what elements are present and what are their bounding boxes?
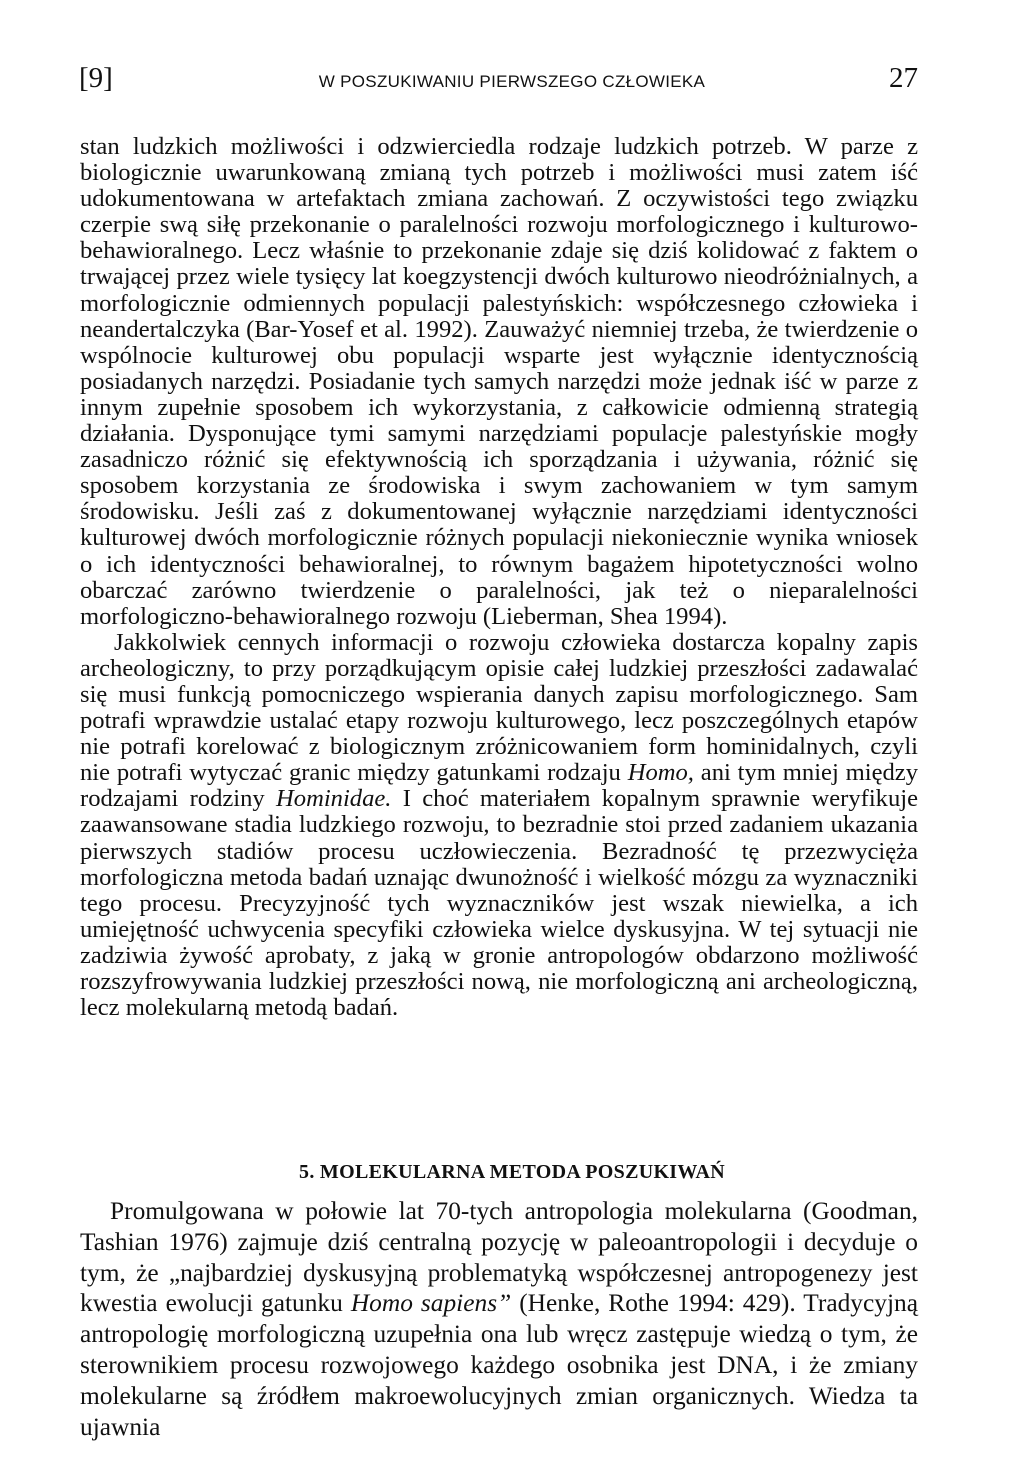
page-header: [0, 60, 1024, 100]
page-number: 27: [889, 62, 918, 94]
paragraph-1: stan ludzkich możliwości i odzwierciedla rodzaje ludzkich potrzeb. W parze z biologicznie uwarunkowaną zmianą tych potrzeb i możliwości musi zatem iść udokumentowana w artefaktach zmiana zachowań. Z oczywistości tego związku czerpie swą siłę przekonanie o paralelności rozwoju morfologicznego i kulturowo-behawioralnego. Lecz właśnie to przekonanie zdaje się dziś kolidować z faktem o trwającej przez wiele tysięcy lat koegzystencji dwóch kulturowo nieodróżnialnych, a morfologicznie odmiennych populacji palestyńskich: współczesnego człowieka i neandertalczyka (Bar-Yosef et al. 1992). Zauważyć niemniej trzeba, że twierdzenie o wspólnocie kulturowej obu populacji wsparte jest wyłącznie identycznością posiadanych narzędzi. Posiadanie tych samych narzędzi może jednak iść w parze z innym zupełnie sposobem ich wykorzystania, z całkowicie odmienną strategią działania. Dysponujące tymi samymi narzędziami populacje palestyńskie mogły zasadniczo różnić się efektywnością ich sporządzania i używania, różnić się sposobem korzystania ze środowiska i swym zachowaniem w tym samym środowisku. Jeśli zaś z dokumentowanej wyłącznie narzędziami identyczności kulturowej dwóch morfologicznie różnych populacji niekoniecznie wynika wniosek o ich identyczności behawioralnej, to równym bagażem hipotetyczności wolno obarczać zarówno twierdzenie o paralelności, jak też o nieparalelności morfologiczno-behawioralnego rozwoju (Lieberman, Shea 1994).: [80, 133, 918, 630]
paragraph-3-text-b: (Henke, Rothe 1994: 429). Tradycyjną antropologię morfologiczną uzupełnia ona lub wręcz zastępuje wiedzą o tym, że sterownikiem procesu rozwojowego każdego osobnika jest DNA, i że zmiany molekularne są źródłem makroewolucyjnych zmian organicznych. Wiedza ta ujawnia: [80, 1289, 918, 1441]
paragraph-2-text-b: ani tym mniej między rodzajami rodziny: [80, 759, 918, 813]
paragraph-2-text-a: Jakkolwiek cennych informacji o rozwoju człowieka dostarcza kopalny zapis archeologiczny, to przy porządkującym opisie całej ludzkiej przeszłości zadawalać się musi funkcją pomocniczego wspierania danych zapisu morfologicznego. Sam potrafi wprawdzie ustalać etapy rozwoju kulturowego, lecz poszczególnych etapów nie potrafi korelować z biologicznym zróżnicowaniem form hominidalnych, czyli nie potrafi wytyczać granic między gatunkami rodzaju: [80, 628, 918, 787]
paragraph-3: [80, 1196, 918, 1442]
taxon-homo: Homo,: [627, 759, 694, 787]
running-title: W POSZUKIWANIU PIERWSZEGO CZŁOWIEKA: [318, 72, 706, 91]
paragraph-2: [80, 630, 918, 1021]
paragraph-2-text-c: I choć materiałem kopalnym sprawnie weryfikuje zaawansowane stadia ludzkiego rozwoju, to bezradnie stoi przed zadaniem ukazania pierwszych stadiów procesu uczłowieczenia. Bezradność tę przezwycięża morfologiczna metoda badań uznając dwunożność i wielkość mózgu za wyznaczniki tego procesu. Precyzyjność tych wyznaczników jest wszak niewielka, a ich umiejętność uchwycenia specyfiki człowieka wielce dyskusyjna. W tej sytuacji nie zadziwia żywość aprobaty, z jaką w gronie antropologów obdarzono możliwość rozszyfrowywania ludzkiej przeszłości nową, nie morfologiczną ani archeologiczną, lecz molekularną metodą badań.: [80, 785, 918, 1022]
section-heading: 5. MOLEKULARNA METODA POSZUKIWAŃ: [299, 1161, 725, 1183]
section-body-text: [80, 1196, 918, 1442]
taxon-hominidae: Hominidae.: [276, 785, 392, 813]
taxon-homo-sapiens: Homo sapiens”: [350, 1289, 512, 1318]
body-text: [80, 134, 918, 1021]
folio-number: [9]: [79, 62, 113, 94]
paragraph-3-text-a: Promulgowana w połowie lat 70-tych antropologia molekularna (Goodman, Tashian 1976) zajmuje dziś centralną pozycję w paleoantropologii i decyduje o tym, że „najbardziej dyskusyjną problematyką współczesnej antropogenezy jest kwestia ewolucji gatunku: [80, 1197, 918, 1318]
